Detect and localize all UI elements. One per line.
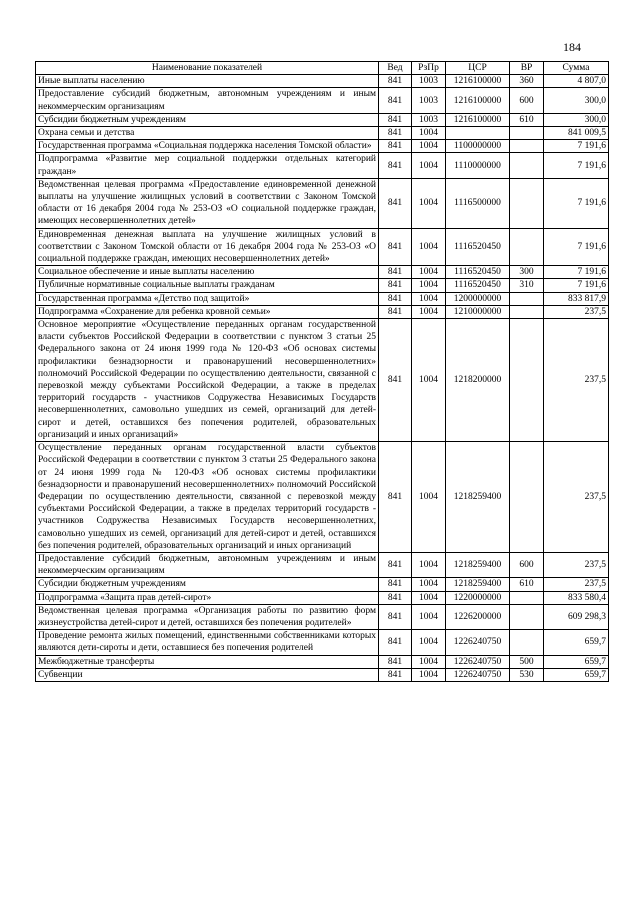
cell-sum: 659,7 bbox=[544, 630, 609, 655]
header-name: Наименование показателей bbox=[36, 62, 379, 75]
cell-csr: 1116520450 bbox=[446, 266, 510, 279]
cell-csr: 1226200000 bbox=[446, 604, 510, 629]
cell-vr bbox=[510, 591, 544, 604]
cell-ved: 841 bbox=[379, 578, 412, 591]
cell-vr bbox=[510, 153, 544, 178]
cell-vr bbox=[510, 140, 544, 153]
header-vr: ВР bbox=[510, 62, 544, 75]
cell-csr: 1218259400 bbox=[446, 442, 510, 553]
cell-ved: 841 bbox=[379, 88, 412, 113]
cell-vr: 310 bbox=[510, 279, 544, 292]
table-row bbox=[36, 228, 609, 266]
cell-vr bbox=[510, 604, 544, 629]
cell-csr: 1100000000 bbox=[446, 140, 510, 153]
cell-rzpr: 1003 bbox=[412, 75, 446, 88]
cell-rzpr: 1004 bbox=[412, 319, 446, 442]
cell-vr bbox=[510, 228, 544, 266]
cell-name: Проведение ремонта жилых помещений, единственными собственниками которых являются дети-сироты и дети, оставшиеся без попечения родителей bbox=[36, 630, 379, 655]
table-row bbox=[36, 604, 609, 629]
cell-name: Основное мероприятие «Осуществление переданных органам государственной власти субъектов Российской Федерации в соответствии с пунктом 3 статьи 25 Федерального закона от 24 июня 1999 года № 120-ФЗ «Об основах системы профилактики безнадзорности и правонарушений несовершеннолетних» полномочий Российской Федерации по осуществлению деятельности, связанной с перевозкой между субъектами Российской Федерации, а также в пределах территорий государств - участников Содружества Независимых Государств несовершеннолетних, самовольно ушедших из семей, организаций для детей-сирот и детей, оставшихся без попечения родителей, образовательных организаций и иных организаций» bbox=[36, 319, 379, 442]
cell-csr: 1226240750 bbox=[446, 668, 510, 681]
cell-vr: 600 bbox=[510, 552, 544, 577]
cell-ved: 841 bbox=[379, 604, 412, 629]
cell-rzpr: 1004 bbox=[412, 591, 446, 604]
cell-csr: 1210000000 bbox=[446, 305, 510, 318]
cell-name: Иные выплаты населению bbox=[36, 75, 379, 88]
table-row bbox=[36, 591, 609, 604]
table-row bbox=[36, 113, 609, 126]
cell-vr bbox=[510, 292, 544, 305]
cell-name: Предоставление субсидий бюджетным, автономным учреждениям и иным некоммерческим организациям bbox=[36, 552, 379, 577]
cell-vr: 610 bbox=[510, 578, 544, 591]
cell-name: Государственная программа «Социальная поддержка населения Томской области» bbox=[36, 140, 379, 153]
cell-csr: 1220000000 bbox=[446, 591, 510, 604]
cell-ved: 841 bbox=[379, 153, 412, 178]
cell-sum: 7 191,6 bbox=[544, 153, 609, 178]
table-row bbox=[36, 75, 609, 88]
cell-csr: 1116520450 bbox=[446, 228, 510, 266]
cell-ved: 841 bbox=[379, 305, 412, 318]
table-row bbox=[36, 292, 609, 305]
cell-vr: 600 bbox=[510, 88, 544, 113]
cell-sum: 300,0 bbox=[544, 88, 609, 113]
cell-rzpr: 1004 bbox=[412, 266, 446, 279]
cell-csr: 1226240750 bbox=[446, 630, 510, 655]
cell-vr bbox=[510, 442, 544, 553]
cell-csr: 1218200000 bbox=[446, 319, 510, 442]
cell-ved: 841 bbox=[379, 266, 412, 279]
cell-ved: 841 bbox=[379, 279, 412, 292]
cell-csr: 1116520450 bbox=[446, 279, 510, 292]
cell-rzpr: 1004 bbox=[412, 228, 446, 266]
cell-sum: 7 191,6 bbox=[544, 266, 609, 279]
cell-vr: 610 bbox=[510, 113, 544, 126]
cell-ved: 841 bbox=[379, 113, 412, 126]
cell-name: Субсидии бюджетным учреждениям bbox=[36, 578, 379, 591]
cell-rzpr: 1004 bbox=[412, 140, 446, 153]
cell-name: Осуществление переданных органам государственной власти субъектов Российской Федерации в соответствии с пунктом 3 статьи 25 Федерального закона от 24 июня 1999 года № 120-ФЗ «Об основах системы профилактики безнадзорности и правонарушений несовершеннолетних» полномочий Российской Федерации по осуществлению деятельности, связанной с перевозкой между субъектами Российской Федерации, а также в пределах территорий государств - участников Содружества Независимых Государств несовершеннолетних, самовольно ушедших из семей, организаций для детей-сирот и детей, оставшихся без попечения родителей, образовательных организаций и иных организаций bbox=[36, 442, 379, 553]
cell-name: Государственная программа «Детство под защитой» bbox=[36, 292, 379, 305]
header-rzpr: РзПр bbox=[412, 62, 446, 75]
cell-sum: 659,7 bbox=[544, 655, 609, 668]
cell-rzpr: 1004 bbox=[412, 279, 446, 292]
cell-sum: 7 191,6 bbox=[544, 140, 609, 153]
cell-ved: 841 bbox=[379, 140, 412, 153]
cell-csr: 1216100000 bbox=[446, 88, 510, 113]
cell-name: Единовременная денежная выплата на улучшение жилищных условий в соответствии с Законом Томской области от 16 декабря 2004 года № 253-ОЗ «О социальной поддержке граждан, имеющих несовершеннолетних детей» bbox=[36, 228, 379, 266]
page-number: 184 bbox=[563, 40, 581, 54]
cell-rzpr: 1004 bbox=[412, 442, 446, 553]
cell-sum: 7 191,6 bbox=[544, 228, 609, 266]
cell-vr: 500 bbox=[510, 655, 544, 668]
cell-ved: 841 bbox=[379, 292, 412, 305]
cell-rzpr: 1004 bbox=[412, 292, 446, 305]
cell-ved: 841 bbox=[379, 75, 412, 88]
cell-csr: 1226240750 bbox=[446, 655, 510, 668]
cell-sum: 300,0 bbox=[544, 113, 609, 126]
cell-rzpr: 1004 bbox=[412, 552, 446, 577]
cell-vr bbox=[510, 178, 544, 228]
table-row bbox=[36, 266, 609, 279]
header-ved: Вед bbox=[379, 62, 412, 75]
cell-name: Публичные нормативные социальные выплаты гражданам bbox=[36, 279, 379, 292]
cell-name: Подпрограмма «Сохранение для ребенка кровной семьи» bbox=[36, 305, 379, 318]
cell-name: Охрана семьи и детства bbox=[36, 127, 379, 140]
cell-name: Ведомственная целевая программа «Предоставление единовременной денежной выплаты на улучшение жилищных условий в соответствии с Законом Томской области от 16 декабря 2004 года № 253-ОЗ «О социальной поддержке граждан, имеющих несовершеннолетних детей» bbox=[36, 178, 379, 228]
cell-name: Субсидии бюджетным учреждениям bbox=[36, 113, 379, 126]
cell-name: Предоставление субсидий бюджетным, автономным учреждениям и иным некоммерческим организациям bbox=[36, 88, 379, 113]
table-row bbox=[36, 630, 609, 655]
cell-sum: 609 298,3 bbox=[544, 604, 609, 629]
cell-csr: 1216100000 bbox=[446, 75, 510, 88]
cell-sum: 659,7 bbox=[544, 668, 609, 681]
table-row bbox=[36, 668, 609, 681]
cell-vr: 360 bbox=[510, 75, 544, 88]
cell-ved: 841 bbox=[379, 127, 412, 140]
cell-sum: 833 817,9 bbox=[544, 292, 609, 305]
table-row bbox=[36, 578, 609, 591]
cell-vr bbox=[510, 630, 544, 655]
cell-vr bbox=[510, 127, 544, 140]
cell-ved: 841 bbox=[379, 655, 412, 668]
cell-name: Межбюджетные трансферты bbox=[36, 655, 379, 668]
cell-name: Подпрограмма «Развитие мер социальной поддержки отдельных категорий граждан» bbox=[36, 153, 379, 178]
cell-rzpr: 1004 bbox=[412, 655, 446, 668]
table-row bbox=[36, 279, 609, 292]
cell-name: Ведомственная целевая программа «Организация работы по развитию форм жизнеустройства детей-сирот и детей, оставшихся без попечения родителей» bbox=[36, 604, 379, 629]
cell-sum: 237,5 bbox=[544, 442, 609, 553]
cell-csr: 1216100000 bbox=[446, 113, 510, 126]
cell-name: Субвенции bbox=[36, 668, 379, 681]
cell-csr: 1110000000 bbox=[446, 153, 510, 178]
cell-csr bbox=[446, 127, 510, 140]
table-row bbox=[36, 552, 609, 577]
cell-vr bbox=[510, 319, 544, 442]
cell-rzpr: 1003 bbox=[412, 113, 446, 126]
cell-sum: 7 191,6 bbox=[544, 178, 609, 228]
cell-rzpr: 1004 bbox=[412, 578, 446, 591]
table-row bbox=[36, 88, 609, 113]
cell-ved: 841 bbox=[379, 591, 412, 604]
cell-csr: 1218259400 bbox=[446, 578, 510, 591]
cell-ved: 841 bbox=[379, 319, 412, 442]
budget-table bbox=[35, 61, 609, 682]
table-row bbox=[36, 127, 609, 140]
cell-vr bbox=[510, 305, 544, 318]
cell-ved: 841 bbox=[379, 442, 412, 553]
cell-ved: 841 bbox=[379, 552, 412, 577]
cell-sum: 4 807,0 bbox=[544, 75, 609, 88]
table-row bbox=[36, 178, 609, 228]
cell-sum: 237,5 bbox=[544, 578, 609, 591]
cell-name: Социальное обеспечение и иные выплаты населению bbox=[36, 266, 379, 279]
table-row bbox=[36, 319, 609, 442]
cell-rzpr: 1004 bbox=[412, 668, 446, 681]
cell-csr: 1116500000 bbox=[446, 178, 510, 228]
cell-sum: 841 009,5 bbox=[544, 127, 609, 140]
cell-sum: 237,5 bbox=[544, 319, 609, 442]
cell-name: Подпрограмма «Защита прав детей-сирот» bbox=[36, 591, 379, 604]
table-row bbox=[36, 442, 609, 553]
cell-sum: 833 580,4 bbox=[544, 591, 609, 604]
table-row bbox=[36, 655, 609, 668]
header-sum: Сумма bbox=[544, 62, 609, 75]
cell-sum: 237,5 bbox=[544, 305, 609, 318]
cell-sum: 237,5 bbox=[544, 552, 609, 577]
table-row bbox=[36, 305, 609, 318]
cell-ved: 841 bbox=[379, 178, 412, 228]
cell-rzpr: 1004 bbox=[412, 153, 446, 178]
cell-rzpr: 1004 bbox=[412, 178, 446, 228]
cell-ved: 841 bbox=[379, 630, 412, 655]
table-header-row bbox=[36, 62, 609, 75]
cell-vr: 530 bbox=[510, 668, 544, 681]
cell-csr: 1200000000 bbox=[446, 292, 510, 305]
cell-rzpr: 1004 bbox=[412, 604, 446, 629]
cell-sum: 7 191,6 bbox=[544, 279, 609, 292]
cell-ved: 841 bbox=[379, 228, 412, 266]
cell-csr: 1218259400 bbox=[446, 552, 510, 577]
cell-rzpr: 1003 bbox=[412, 88, 446, 113]
cell-ved: 841 bbox=[379, 668, 412, 681]
header-csr: ЦСР bbox=[446, 62, 510, 75]
cell-rzpr: 1004 bbox=[412, 630, 446, 655]
cell-rzpr: 1004 bbox=[412, 305, 446, 318]
table-row bbox=[36, 153, 609, 178]
cell-rzpr: 1004 bbox=[412, 127, 446, 140]
table-row bbox=[36, 140, 609, 153]
cell-vr: 300 bbox=[510, 266, 544, 279]
